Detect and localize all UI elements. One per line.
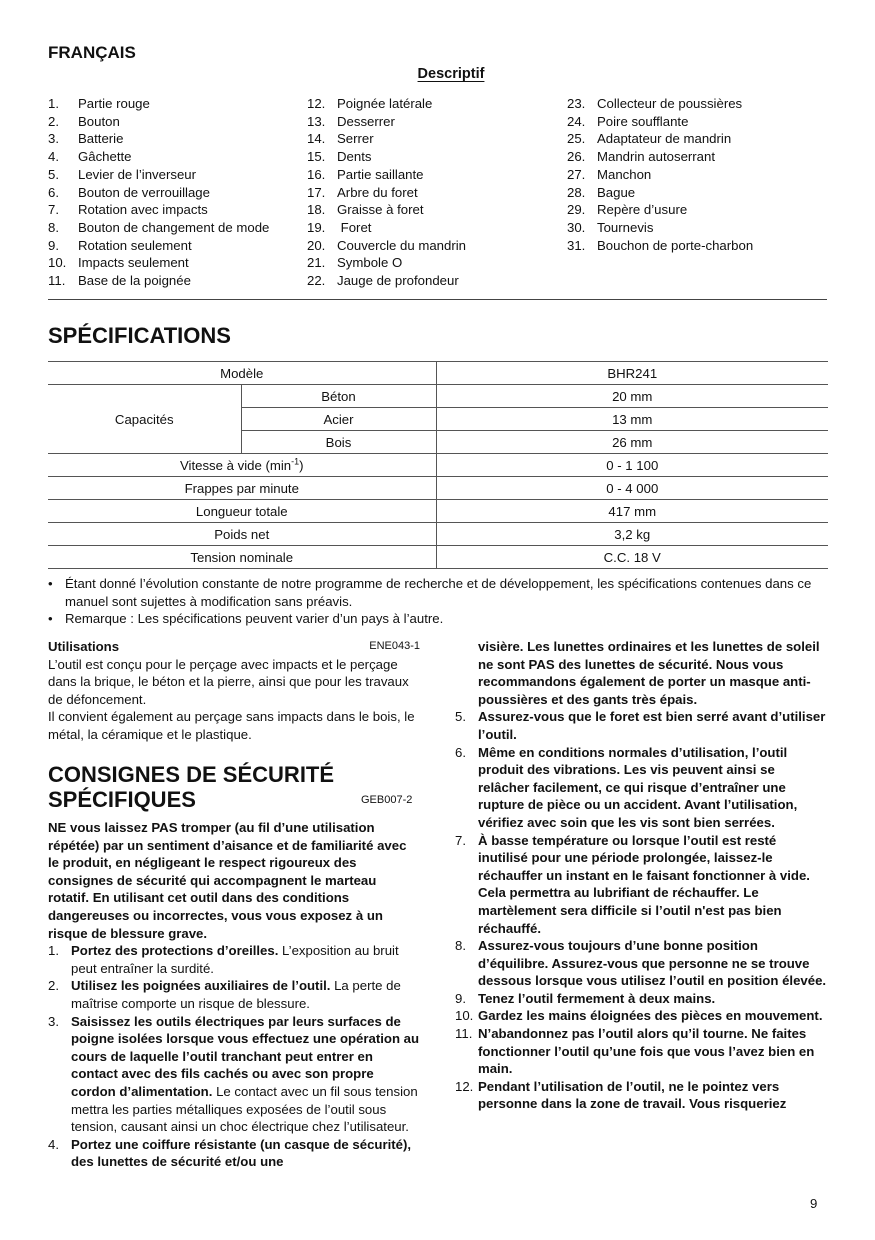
capacities-label: Capacités: [48, 385, 241, 454]
capacity-label: Acier: [241, 408, 436, 431]
table-row: [48, 385, 828, 408]
safety-heading: CONSIGNES DE SÉCURITÉ SPÉCIFIQUES: [48, 762, 335, 812]
description-item: 13. Desserrer: [307, 113, 395, 129]
description-item: 1. Partie rouge: [48, 96, 150, 111]
page-number: 9: [810, 1196, 818, 1211]
table-row: [48, 362, 828, 385]
safety-item: 2. Utilisez les poignées auxiliaires de l’outil. La perte de maîtrise comporte un risque de blessure.: [48, 978, 401, 1011]
description-item: 3. Batterie: [48, 131, 124, 147]
description-column-2: [307, 95, 466, 290]
description-item: 15. Dents: [307, 149, 372, 165]
spec-value: 417 mm: [436, 500, 828, 523]
uses-code: ENE043-1: [369, 640, 420, 652]
safety-item: 10. Gardez les mains éloignées des pièces en mouvement.: [455, 1008, 823, 1024]
safety-item: 11. N’abandonnez pas l’outil alors qu’il tourne. Ne faites fonctionner l’outil qu’une fois que vous l’avez bien en main.: [455, 1026, 815, 1077]
description-column-1: [48, 95, 269, 290]
uses-section: [48, 638, 420, 744]
description-item: 23. Collecteur de poussières: [567, 96, 743, 111]
capacity-value: 20 mm: [436, 385, 828, 408]
description-item: 22. Jauge de profondeur: [307, 273, 459, 289]
specifications-heading: SPÉCIFICATIONS: [48, 323, 231, 348]
safety-item: 9. Tenez l’outil fermement à deux mains.: [455, 990, 716, 1006]
safety-intro: NE vous laissez PAS tromper (au fil d’une utilisation répétée) par un sentiment d’aisance et de familiarité avec le produit, en négligeant le respect rigoureux des consignes de sécurité qui accompagnent le marteau rotatif. En utilisant cet outil dans des conditions dangereuses ou incorrectes, vous vous exposez à un risque de blessure grave.: [48, 820, 407, 941]
spec-label: Tension nominale: [48, 546, 436, 569]
description-item: 14. Serrer: [307, 131, 374, 147]
table-row: [48, 523, 828, 546]
safety-item: 7. À basse température ou lorsque l’outil est resté inutilisé pour une période prolongée, laissez-le réchauffer un instant en le faisant fonctionner à vide. Cela permettra au lubrifiant de réchauffer. Le martèlement sera difficile si l’outil n'est pas bien réchauffé.: [455, 832, 810, 936]
safety-item: 4. Portez une coiffure résistante (un casque de sécurité), des lunettes de sécurité et/ou une: [48, 1136, 412, 1170]
speed-label: Vitesse à vide $(\min^{-1})$: [48, 454, 436, 477]
description-item: 18. Graisse à foret: [307, 202, 424, 218]
section-divider: [48, 299, 827, 300]
safety-item: 3. Saisissez les outils électriques par leurs surfaces de poigne isolées lorsque vous effectuez une opération au cours de laquelle l’outil tranchant peut entrer en contact avec des fils cachés ou avec son propre cordon d’alimentation. Le contact avec un fil sous tension mettra les parties métalliques exposées de l’outil sous tension, causant ainsi un choc électrique chez l’utilisateur.: [48, 1013, 420, 1135]
description-item: 30. Tournevis: [567, 219, 654, 235]
description-item: 28. Bague: [567, 184, 636, 200]
description-item: 20. Couvercle du mandrin: [307, 237, 467, 253]
description-item: 16. Partie saillante: [307, 166, 424, 182]
description-item: 4. Gâchette: [48, 149, 132, 165]
uses-paragraph: L’outil est conçu pour le perçage avec impacts et le perçage dans la brique, le béton et la pierre, ainsi que pour les travaux de défoncement.: [48, 656, 409, 707]
safety-right-column: [455, 638, 827, 1113]
safety-item: 8. Assurez-vous toujours d’une bonne position d’équilibre. Assurez-vous que personne ne se trouve dessous lorsque vous utilisez l’outil en position élevée.: [455, 938, 827, 989]
spec-label: Longueur totale: [48, 500, 436, 523]
safety-left-column: [48, 819, 420, 1171]
speed-value: 0 - 1 100: [436, 454, 828, 477]
table-row: [48, 477, 828, 500]
description-item: 27. Manchon: [567, 166, 652, 182]
description-item: 12. Poignée latérale: [307, 96, 433, 111]
model-label: Modèle: [48, 362, 436, 385]
description-item: 17. Arbre du foret: [307, 184, 418, 200]
uses-paragraph: Il convient également au perçage sans impacts dans le bois, le métal, la céramique et le plastique.: [48, 709, 415, 742]
description-item: 29. Repère d’usure: [567, 202, 688, 218]
safety-item: 12. Pendant l’utilisation de l’outil, ne le pointez vers personne dans la zone de travail. Vous risqueriez: [455, 1078, 787, 1112]
spec-label: Poids net: [48, 523, 436, 546]
capacity-label: Bois: [241, 431, 436, 454]
table-row: [48, 454, 828, 477]
description-title: Descriptif: [417, 66, 485, 82]
capacity-label: Béton: [241, 385, 436, 408]
specifications-table: [48, 361, 828, 569]
description-item: 24. Poire soufflante: [567, 113, 689, 129]
description-item: 21. Symbole O: [307, 255, 403, 271]
spec-value: C.C. 18 V: [436, 546, 828, 569]
note-item: • Étant donné l’évolution constante de notre programme de recherche et de développement, les spécifications contenues dans ce manuel sont sujettes à modification sans préavis.: [48, 576, 812, 609]
description-item: 2. Bouton: [48, 113, 120, 129]
safety-item: 6. Même en conditions normales d’utilisation, l’outil produit des vibrations. Les vis peuvent ainsi se relâcher facilement, ce qui risque d’entraîner une rupture de pièce ou un accident. Avant l’utilisation, vérifiez avec soin que les vis sont bien serrées.: [455, 744, 798, 830]
uses-heading: Utilisations: [48, 639, 120, 654]
description-item: 26. Mandrin autoserrant: [567, 149, 716, 165]
capacity-value: 13 mm: [436, 408, 828, 431]
note-item: • Remarque : Les spécifications peuvent varier d’un pays à l’autre.: [48, 611, 444, 627]
safety-code: GEB007-2: [361, 794, 413, 806]
table-row: [48, 546, 828, 569]
description-item: 19. Foret: [307, 219, 372, 235]
description-item: 7. Rotation avec impacts: [48, 202, 208, 218]
table-row: [48, 500, 828, 523]
language-heading: FRANÇAIS: [48, 43, 136, 62]
description-item: 25. Adaptateur de mandrin: [567, 131, 732, 147]
description-item: 11. Base de la poignée: [48, 273, 191, 289]
safety-item: 5. Assurez-vous que le foret est bien serré avant d’utiliser l’outil.: [455, 709, 826, 742]
description-item: 8. Bouton de changement de mode: [48, 219, 270, 235]
description-item: 9. Rotation seulement: [48, 237, 192, 253]
spec-value: 0 - 4 000: [436, 477, 828, 500]
description-item: 10. Impacts seulement: [48, 255, 189, 271]
description-item: 6. Bouton de verrouillage: [48, 184, 210, 200]
description-column-3: [567, 95, 753, 254]
item-continuation: visière. Les lunettes ordinaires et les lunettes de soleil ne sont PAS des lunettes de sécurité. Nous vous recommandons également de porter un masque anti-poussières et des gants très épais.: [478, 639, 820, 707]
spec-value: 3,2 kg: [436, 523, 828, 546]
spec-label: Frappes par minute: [48, 477, 436, 500]
description-item: 31. Bouchon de porte-charbon: [567, 237, 754, 253]
specification-notes: [48, 575, 828, 628]
model-value: BHR241: [436, 362, 828, 385]
safety-item: 1. Portez des protections d’oreilles. L’exposition au bruit peut entraîner la surdité.: [48, 943, 399, 976]
capacity-value: 26 mm: [436, 431, 828, 454]
description-item: 5. Levier de l’inverseur: [48, 166, 197, 182]
